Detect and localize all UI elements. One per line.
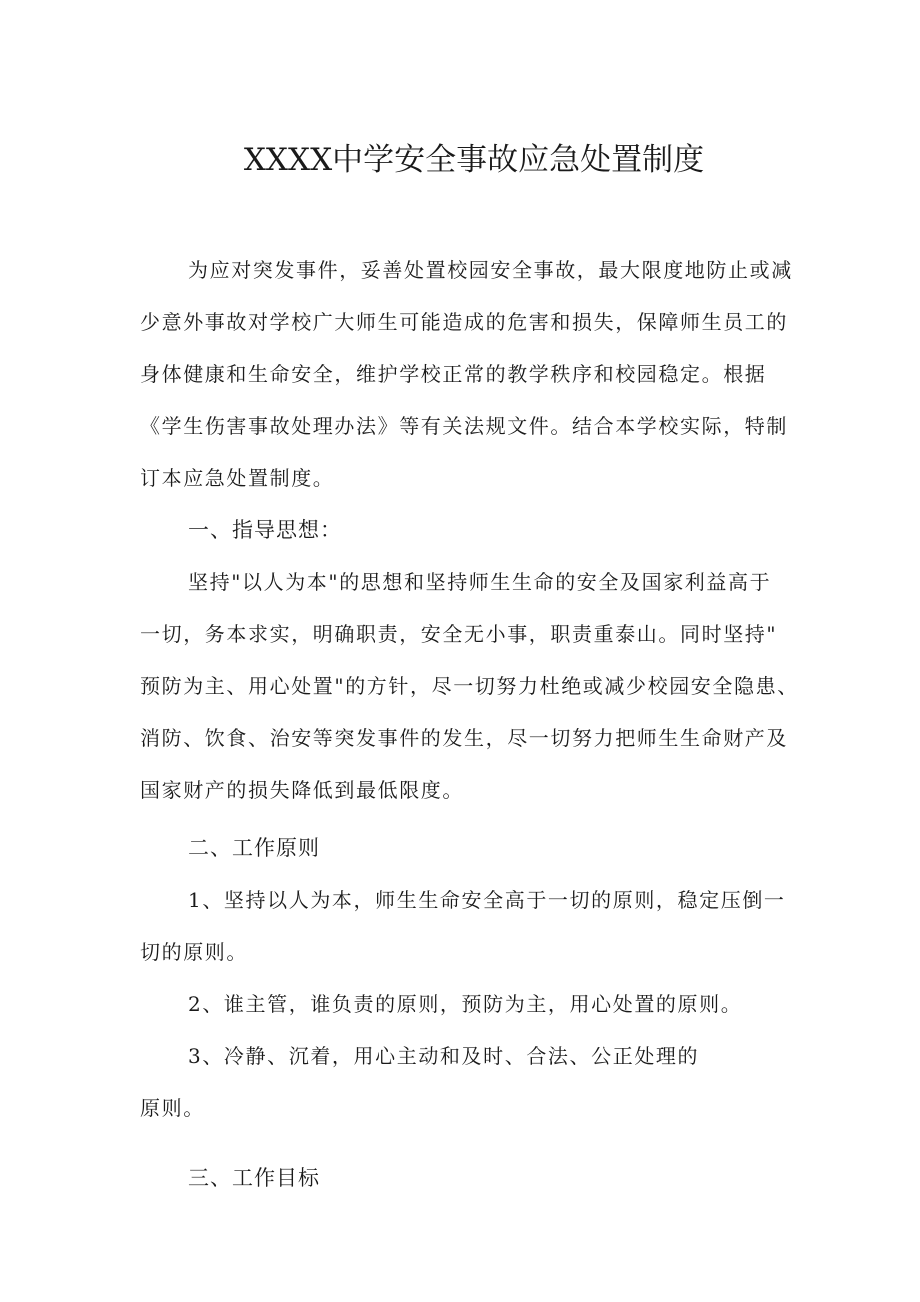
section-heading-guiding-thought: 一、指导思想： bbox=[188, 518, 342, 542]
section1-line: 坚持"以人为本"的思想和坚持师生生命的安全及国家利益高于 bbox=[188, 570, 772, 594]
document-title: XXXX中学安全事故应急处置制度 bbox=[243, 142, 705, 178]
principle-item-1: 1、坚持以人为本，师生生命安全高于一切的原则，稳定压倒一 bbox=[188, 888, 786, 912]
principle-item-3-cont: 原则。 bbox=[140, 1096, 205, 1120]
section1-line: 一切，务本求实，明确职责，安全无小事，职责重泰山。同时坚持" bbox=[140, 622, 778, 646]
section1-line: 消防、饮食、治安等突发事件的发生，尽一切努力把师生生命财产及 bbox=[140, 726, 788, 750]
principle-item-1-cont: 切的原则。 bbox=[140, 940, 248, 964]
intro-line: 身体健康和生命安全，维护学校正常的教学秩序和校园稳定。根据 bbox=[140, 362, 767, 386]
intro-line: 为应对突发事件，妥善处置校园安全事故，最大限度地防止或减 bbox=[188, 258, 793, 282]
intro-line: 《学生伤害事故处理办法》等有关法规文件。结合本学校实际，特制 bbox=[140, 414, 788, 438]
section1-line: 国家财产的损失降低到最低限度。 bbox=[140, 778, 464, 802]
intro-line: 少意外事故对学校广大师生可能造成的危害和损失，保障师生员工的 bbox=[140, 310, 788, 334]
section-heading-work-principles: 二、工作原则 bbox=[188, 836, 320, 860]
document-body bbox=[140, 244, 800, 1204]
section-heading-work-goals: 三、工作目标 bbox=[188, 1166, 320, 1190]
intro-line: 订本应急处置制度。 bbox=[140, 466, 335, 490]
section1-line: 预防为主、用心处置"的方针，尽一切努力杜绝或减少校园安全隐患、 bbox=[140, 674, 799, 698]
principle-item-3: 3、冷静、沉着，用心主动和及时、合法、公正处理的 bbox=[188, 1044, 700, 1068]
principle-item-2: 2、谁主管，谁负责的原则，预防为主，用心处置的原则。 bbox=[188, 992, 743, 1016]
